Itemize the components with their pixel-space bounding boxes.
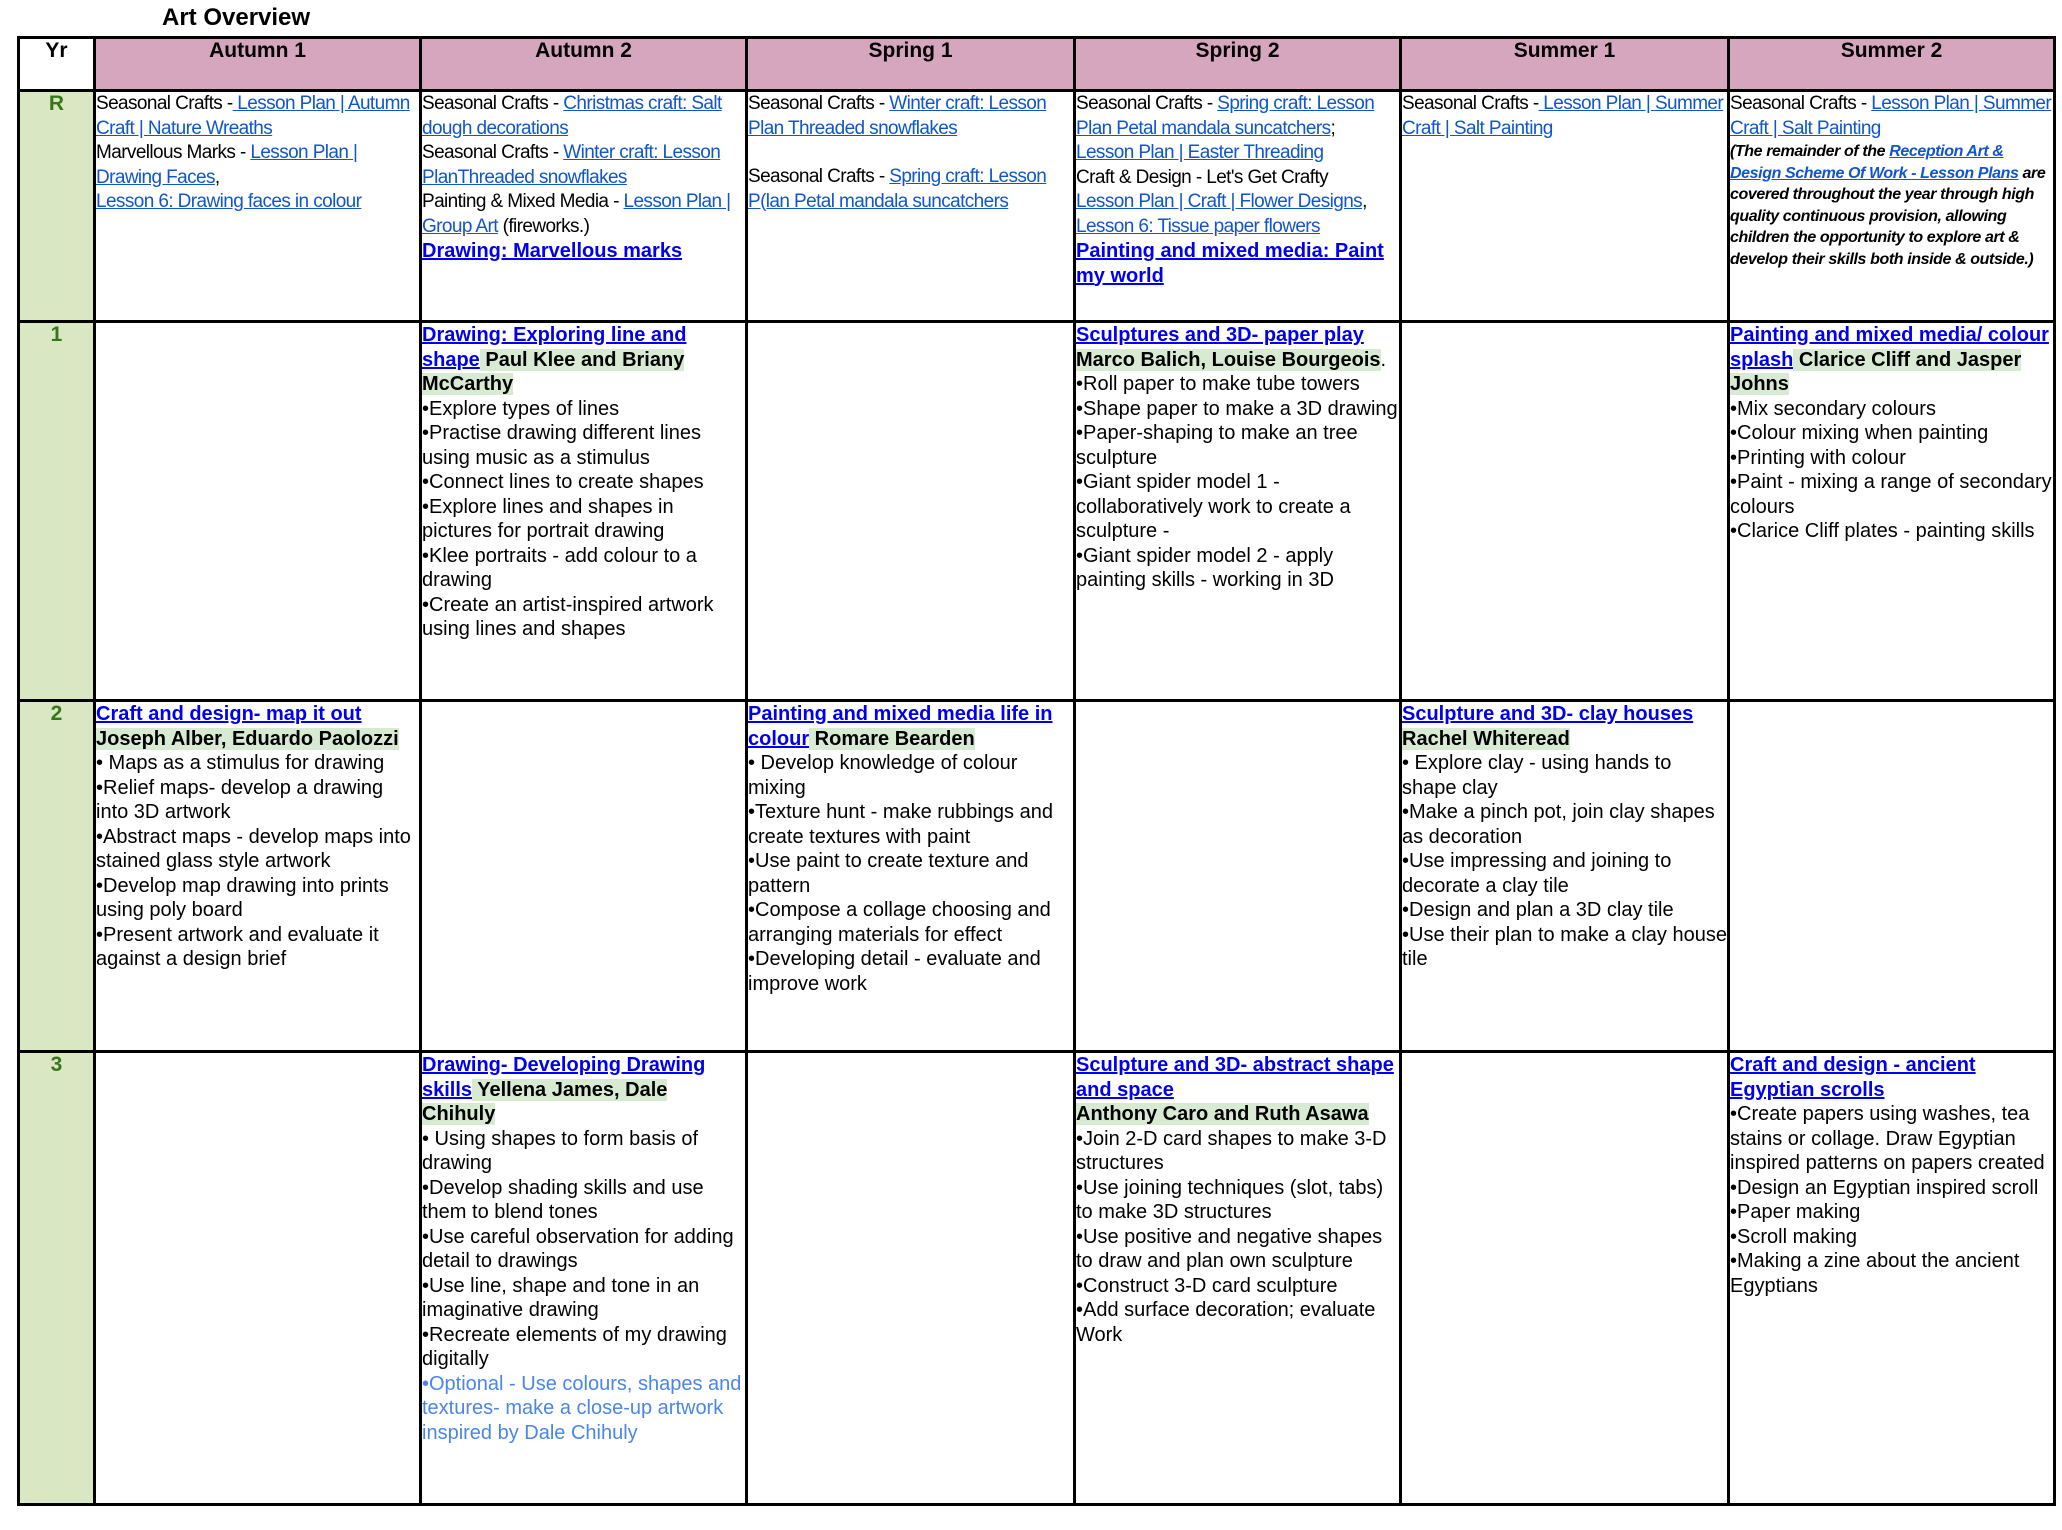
reception-note xyxy=(1730,141,2053,270)
cell-text: (The remainder of the xyxy=(1730,143,1890,160)
cell-text: , xyxy=(1362,191,1367,212)
cell-3-spring-2 xyxy=(1075,1052,1401,1505)
header-spring-2: Spring 2 xyxy=(1075,38,1401,91)
lesson-link[interactable]: Winter craft: Lesson Plan Threaded snowflakes xyxy=(748,93,1047,139)
header-autumn-1: Autumn 1 xyxy=(95,38,421,91)
unit-link[interactable]: Painting and mixed media: Paint my world xyxy=(1076,240,1384,287)
list-item: •Use joining techniques (slot, tabs) to make 3D structures xyxy=(1076,1176,1384,1223)
list-item: •Design and plan a 3D clay tile xyxy=(1402,899,1674,921)
scheme-link[interactable]: Reception Art & Design Scheme Of Work - Lesson Plans xyxy=(1730,143,2019,182)
artists: Anthony Caro and Ruth Asawa xyxy=(1076,1103,1369,1125)
cell-r-summer-1 xyxy=(1401,91,1729,322)
cell-2-spring-1 xyxy=(747,701,1075,1052)
table-row-year-2 xyxy=(19,701,2055,1052)
page-title: Art Overview xyxy=(162,4,311,31)
lesson-link[interactable]: Lesson Plan | Craft | Flower Designs xyxy=(1076,191,1363,212)
unit-link[interactable]: Craft and design- map it out xyxy=(96,703,362,725)
artists: Paul Klee and Briany McCarthy xyxy=(422,348,685,395)
list-item: •Printing with colour xyxy=(1730,446,1906,469)
list-item: •Make a pinch pot, join clay shapes as decoration xyxy=(1402,801,1715,848)
artists: Clarice Cliff and Jasper Johns xyxy=(1730,348,2022,395)
list-item: •Paper making xyxy=(1730,1201,1861,1223)
list-item: •Use positive and negative shapes to draw and plan own sculpture xyxy=(1076,1225,1383,1272)
list-item: • Maps as a stimulus for drawing xyxy=(96,752,385,774)
cell-r-spring-2 xyxy=(1075,91,1401,322)
cell-2-summer-1 xyxy=(1401,701,1729,1052)
optional-item: •Optional - Use colours, shapes and textures- make a close-up artwork inspired by Dale Chihuly xyxy=(422,1372,742,1444)
cell-text: . xyxy=(1380,348,1387,371)
cell-1-autumn-1 xyxy=(95,322,421,701)
list-item: •Use paint to create texture and pattern xyxy=(748,850,1029,897)
artists: Romare Bearden xyxy=(809,727,975,750)
list-item: • Develop knowledge of colour mixing xyxy=(748,752,1018,799)
header-year: Yr xyxy=(19,38,95,91)
cell-2-autumn-2 xyxy=(421,701,747,1052)
table-row-year-1 xyxy=(19,322,2055,701)
lesson-link[interactable]: Lesson Plan | Drawing Faces xyxy=(96,142,358,188)
cell-text: Marvellous Marks - xyxy=(96,142,251,163)
list-item: •Construct 3-D card sculpture xyxy=(1076,1274,1338,1297)
list-item: •Present artwork and evaluate it against a design brief xyxy=(96,923,379,970)
list-item: • Explore clay - using hands to shape clay xyxy=(1402,752,1672,799)
list-item: •Use line, shape and tone in an imaginative drawing xyxy=(422,1274,700,1321)
cell-3-spring-1 xyxy=(747,1052,1075,1505)
artists: Marco Balich, Louise Bourgeois xyxy=(1076,348,1381,371)
cell-text: Seasonal Crafts - xyxy=(96,93,233,114)
list-item: •Create papers using washes, tea stains or collage. Draw Egyptian inspired patterns on papers created xyxy=(1730,1103,2045,1174)
list-item: •Klee portraits - add colour to a drawing xyxy=(422,544,697,591)
unit-link[interactable]: Sculptures and 3D- paper play xyxy=(1076,324,1364,346)
list-item: •Create an artist-inspired artwork using lines and shapes xyxy=(422,593,714,640)
cell-3-autumn-1 xyxy=(95,1052,421,1505)
cell-1-spring-2 xyxy=(1075,322,1401,701)
list-item: •Explore lines and shapes in pictures for portrait drawing xyxy=(422,495,674,542)
list-item: •Shape paper to make a 3D drawing xyxy=(1076,397,1398,420)
unit-link[interactable]: Sculpture and 3D- abstract shape and space xyxy=(1076,1054,1394,1101)
lesson-link[interactable]: Lesson 6: Drawing faces in colour xyxy=(96,191,362,212)
artists: Rachel Whiteread xyxy=(1402,727,1570,750)
table-row-reception xyxy=(19,91,2055,322)
list-item: •Making a zine about the ancient Egyptians xyxy=(1730,1250,2020,1297)
unit-link[interactable]: Painting and mixed media life in colour xyxy=(748,703,1053,750)
list-item: •Develop shading skills and use them to blend tones xyxy=(422,1176,704,1223)
lesson-link[interactable]: Lesson 6: Tissue paper flowers xyxy=(1076,215,1320,237)
cell-text: Painting & Mixed Media - xyxy=(422,191,624,212)
cell-r-summer-2 xyxy=(1729,91,2055,322)
cell-3-autumn-2 xyxy=(421,1052,747,1505)
list-item: •Clarice Cliff plates - painting skills xyxy=(1730,520,2035,542)
list-item: •Giant spider model 2 - apply painting skills - working in 3D xyxy=(1076,544,1334,591)
header-row xyxy=(19,38,2055,91)
list-item: •Compose a collage choosing and arranging materials for effect xyxy=(748,899,1051,946)
list-item: •Use their plan to make a clay house tile xyxy=(1402,923,1727,970)
list-item: •Design an Egyptian inspired scroll xyxy=(1730,1176,2039,1199)
year-label: 2 xyxy=(19,701,95,1052)
unit-link[interactable]: Painting and mixed media/ colour splash xyxy=(1730,324,2049,371)
list-item: •Use impressing and joining to decorate a clay tile xyxy=(1402,850,1672,897)
list-item: •Connect lines to create shapes xyxy=(422,471,704,493)
list-item: •Colour mixing when painting xyxy=(1730,422,1989,444)
year-label: 1 xyxy=(19,322,95,701)
cell-text: Seasonal Crafts - xyxy=(422,93,564,114)
list-item: •Join 2-D card shapes to make 3-D structures xyxy=(1076,1127,1387,1174)
artists: Joseph Alber, Eduardo Paolozzi xyxy=(96,727,399,750)
list-item: •Practise drawing different lines using music as a stimulus xyxy=(422,422,701,469)
cell-3-summer-2 xyxy=(1729,1052,2055,1505)
cell-text: Seasonal Crafts - xyxy=(1402,93,1539,114)
list-item: •Roll paper to make tube towers xyxy=(1076,373,1360,395)
lesson-link[interactable]: Spring craft: Lesson P(lan Petal mandala suncatchers xyxy=(748,166,1047,212)
cell-1-summer-1 xyxy=(1401,322,1729,701)
header-spring-1: Spring 1 xyxy=(747,38,1075,91)
list-item: •Relief maps- develop a drawing into 3D artwork xyxy=(96,776,384,823)
year-label: 3 xyxy=(19,1052,95,1505)
lesson-link[interactable]: Lesson Plan | Summer Craft | Salt Painting xyxy=(1402,93,1724,139)
cell-text: Seasonal Crafts - xyxy=(422,142,564,163)
cell-2-autumn-1 xyxy=(95,701,421,1052)
header-summer-2: Summer 2 xyxy=(1729,38,2055,91)
list-item: •Develop map drawing into prints using poly board xyxy=(96,874,389,921)
list-item: •Add surface decoration; evaluate Work xyxy=(1076,1299,1376,1346)
cell-text: are covered throughout the year through high quality continuous provision, allowing children the opportunity to explore art & develop their skills both inside & outside.) xyxy=(1730,164,2046,268)
list-item: •Scroll making xyxy=(1730,1225,1858,1248)
list-item: •Abstract maps - develop maps into stained glass style artwork xyxy=(96,825,411,872)
list-item: •Explore types of lines xyxy=(422,397,620,420)
cell-text: Seasonal Crafts - xyxy=(748,166,890,187)
unit-link[interactable]: Craft and design - ancient Egyptian scrolls xyxy=(1730,1054,1976,1101)
cell-1-summer-2 xyxy=(1729,322,2055,701)
cell-r-spring-1 xyxy=(747,91,1075,322)
lesson-link[interactable]: Lesson Plan | Easter Threading xyxy=(1076,142,1324,163)
lesson-link[interactable]: Spring craft: Lesson Plan Petal mandala suncatchers xyxy=(1076,93,1375,139)
lesson-link[interactable]: Lesson Plan | Autumn Craft | Nature Wreaths xyxy=(96,93,410,139)
lesson-link[interactable]: Christmas craft: Salt dough decorations xyxy=(422,93,722,139)
cell-text: ; xyxy=(1330,117,1336,139)
cell-r-autumn-2 xyxy=(421,91,747,322)
year-label: R xyxy=(19,91,95,322)
cell-text: Seasonal Crafts - xyxy=(1730,93,1872,114)
list-item: •Developing detail - evaluate and improve work xyxy=(748,948,1041,995)
cell-1-spring-1 xyxy=(747,322,1075,701)
cell-3-summer-1 xyxy=(1401,1052,1729,1505)
cell-r-autumn-1 xyxy=(95,91,421,322)
lesson-link[interactable]: Lesson Plan | Summer Craft | Salt Painting xyxy=(1730,93,2052,139)
cell-text: Seasonal Crafts - xyxy=(748,93,890,114)
artists: Yellena James, Dale Chihuly xyxy=(422,1078,668,1125)
list-item: • Using shapes to form basis of drawing xyxy=(422,1127,699,1174)
unit-link[interactable]: Drawing: Exploring line and shape xyxy=(422,324,687,371)
list-item: •Recreate elements of my drawing digitally xyxy=(422,1323,727,1370)
lesson-link[interactable]: Lesson Plan | Group Art xyxy=(422,191,731,237)
cell-text: (fireworks.) xyxy=(497,215,590,237)
list-item: •Mix secondary colours xyxy=(1730,397,1936,420)
list-item: •Paper-shaping to make an tree sculpture xyxy=(1076,422,1358,469)
art-overview-table xyxy=(17,36,2056,1506)
list-item: •Giant spider model 1 - collaboratively work to create a sculpture - xyxy=(1076,471,1351,542)
list-item: •Texture hunt - make rubbings and create textures with paint xyxy=(748,801,1053,848)
unit-link[interactable]: Drawing: Marvellous marks xyxy=(422,240,683,262)
unit-link[interactable]: Sculpture and 3D- clay houses xyxy=(1402,703,1694,725)
table-row-year-3 xyxy=(19,1052,2055,1505)
header-autumn-2: Autumn 2 xyxy=(421,38,747,91)
list-item: •Paint - mixing a range of secondary colours xyxy=(1730,471,2052,518)
cell-text: Seasonal Crafts - xyxy=(1076,93,1218,114)
list-item: •Use careful observation for adding detail to drawings xyxy=(422,1225,734,1272)
cell-2-summer-2 xyxy=(1729,701,2055,1052)
cell-2-spring-2 xyxy=(1075,701,1401,1052)
cell-text: , xyxy=(214,166,220,188)
cell-text: Craft & Design - Let's Get Crafty xyxy=(1076,166,1329,188)
header-summer-1: Summer 1 xyxy=(1401,38,1729,91)
cell-1-autumn-2 xyxy=(421,322,747,701)
unit-link[interactable]: Drawing- Developing Drawing skills xyxy=(422,1054,706,1101)
lesson-link[interactable]: Winter craft: Lesson PlanThreaded snowflakes xyxy=(422,142,721,188)
